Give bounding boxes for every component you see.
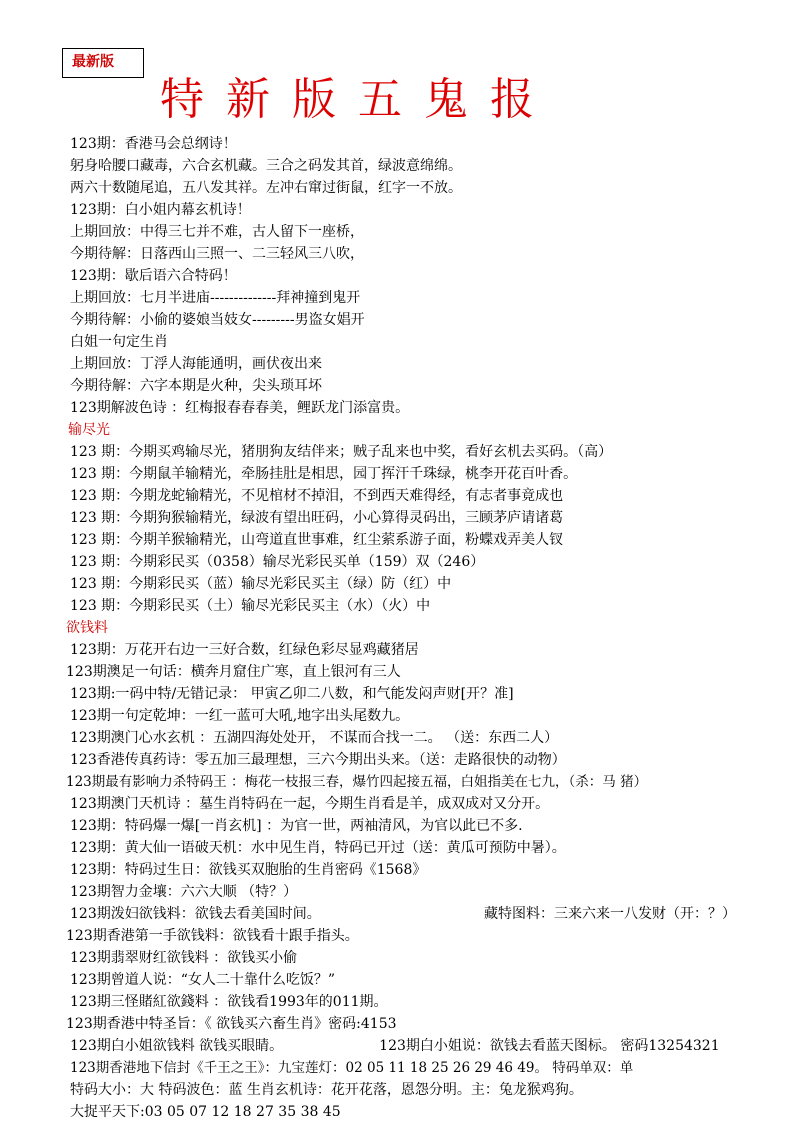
text-line xyxy=(70,1036,720,1058)
text-line: 今期待解：小偷的婆娘当妓女---------男盗女娼开 xyxy=(70,312,365,328)
text-line: 123 期：今期龙蛇输精光，不见棺材不掉泪，不到西天难得经，有志者事竟成也 xyxy=(70,488,564,504)
text-line: 123期:一码中特/无错记录： 甲寅乙卯二八数，和气能发闷声财[开？准] xyxy=(70,686,514,702)
text-line: 123期：歇后语六合特码！ xyxy=(70,268,237,284)
text-line: 123期：白小姐内幕玄机诗！ xyxy=(70,202,251,218)
text-line: 123期泼妇欲钱料：欲钱去看美国时间。 xyxy=(70,906,321,922)
text-line: 123期香港地下信封《千王之王》：九宝莲灯：02 05 11 18 25 26 29 46 49。 特码单双：单 xyxy=(70,1060,634,1076)
text-line: 123 期：今期彩民买（土）输尽光彩民买主（水）（火）中 xyxy=(70,598,431,614)
text-line: 123期：特码过生日：欲钱买双胞胎的生肖密码《1568》 xyxy=(70,862,427,878)
text-line: 两六十数随尾追，五八发其祥。左冲右窜过街鼠，红字一不放。 xyxy=(70,180,462,196)
text-line: 123期香港中特圣旨：《 欲钱买六畜生肖》密码:4153 xyxy=(66,1016,397,1032)
text-line: 123期澳门心水玄机 ：五湖四海处处开， 不谋而合找一二。 （送：东西二人） xyxy=(70,730,559,746)
text-line: 123期解波色诗 ：红梅报春春春美，鲤跃龙门添富贵。 xyxy=(70,400,410,416)
text-line: 123期翡翠财红欲钱料 ：欲钱买小偷 xyxy=(70,950,298,966)
section-heading-wish: 欲钱料 xyxy=(66,620,108,636)
text-line: 123期：香港马会总纲诗！ xyxy=(70,136,237,152)
text-line: 123期：特码爆一爆[一肖玄机] ：为官一世，两袖清风，为官以此已不多. xyxy=(70,818,523,834)
text-line: 123期一句定乾坤：一红一蓝可大吼,地字出头尾数九。 xyxy=(70,708,410,724)
text-segment: 123期白小姐欲钱料 欲钱买眼睛。 xyxy=(70,1038,284,1054)
text-line: 123期香港第一手欲钱料：欲钱看十跟手指头。 xyxy=(66,928,359,944)
text-line: 123 期：今期买鸡输尽光，猪朋狗友结伴来；贼子乱来也中奖，看好玄机去买码。（高） xyxy=(70,444,613,460)
page-title: 特新版五鬼报 xyxy=(160,74,556,125)
text-line: 123期三怪賭紅欲錢料 ：欲钱看1993年的011期。 xyxy=(70,994,388,1010)
text-line: 上期回放：七月半进庙--------------拜神撞到鬼开 xyxy=(70,290,361,306)
text-line: 白姐一句定生肖 xyxy=(70,334,168,350)
text-line: 特码大小：大 特码波色：蓝 生肖玄机诗：花开花落，恩怨分明。主：兔龙猴鸡狗。 xyxy=(70,1082,583,1098)
text-line-right: 藏特图料：三来六来一八发财（开：？） xyxy=(484,906,736,922)
text-line: 123 期：今期狗猴输精光，绿波有望出旺码，小心算得灵码出，三顾茅庐请诸葛 xyxy=(70,510,564,526)
section-heading-lose: 输尽光 xyxy=(68,422,110,438)
text-line: 123 期：今期彩民买（蓝）输尽光彩民买主（绿）防（红）中 xyxy=(70,576,452,592)
text-line: 大捉平天下:03 05 07 12 18 27 35 38 45 xyxy=(70,1104,341,1120)
text-line: 上期回放：中得三七并不难，古人留下一座桥， xyxy=(70,224,364,240)
text-line: 123期澳门天机诗 ：墓生肖特码在一起，今期生肖看是羊，成双成对又分开。 xyxy=(70,796,550,812)
text-line: 123期智力金壤：六六大顺 （特？） xyxy=(70,884,298,900)
text-line: 今期待解：六字本期是火种，尖头琐耳坏 xyxy=(70,378,322,394)
text-segment: 123期白小姐说：欲钱去看蓝天图标。 密码13254321 xyxy=(379,1038,720,1054)
text-line: 今期待解：日落西山三照一、二三轻风三八吹， xyxy=(70,246,364,262)
text-line: 123期澳足一句话：横奔月窟住广寒，直上银河有三人 xyxy=(66,664,401,680)
text-line: 123期：万花开右边一三好合数，红绿色彩尽显鸡藏猪居 xyxy=(70,642,419,658)
text-line: 123 期：今期彩民买（0358）输尽光彩民买单（159）双（246） xyxy=(70,554,485,570)
text-line: 上期回放：丁浮人海能通明，画伏夜出来 xyxy=(70,356,322,372)
text-line: 躬身哈腰口藏毒，六合玄机藏。三合之码发其首，绿波意绵绵。 xyxy=(70,158,462,174)
text-line: 123期曾道人说：“女人二十靠什么吃饭？” xyxy=(70,972,336,988)
text-line: 123 期：今期羊猴输精光，山弯道直世事难，红尘萦系游子面，粉蝶戏弄美人钗 xyxy=(70,532,564,548)
text-line: 123 期：今期鼠羊输精光，牵肠挂肚是相思，园丁挥汗千珠绿，桃李开花百叶香。 xyxy=(70,466,578,482)
text-line: 123期最有影响力杀特码王 ：梅花一枝报三春，爆竹四起接五福，白姐指美在七九，（杀：马 猪） xyxy=(66,774,648,790)
text-line: 123香港传真药诗：零五加三最理想，三六今期出头来。（送：走路很快的动物） xyxy=(70,752,566,768)
text-line: 123期：黄大仙一语破天机：水中见生肖，特码已开过（送：黄瓜可预防中暑）。 xyxy=(70,840,566,856)
version-badge: 最新版 xyxy=(62,48,144,78)
